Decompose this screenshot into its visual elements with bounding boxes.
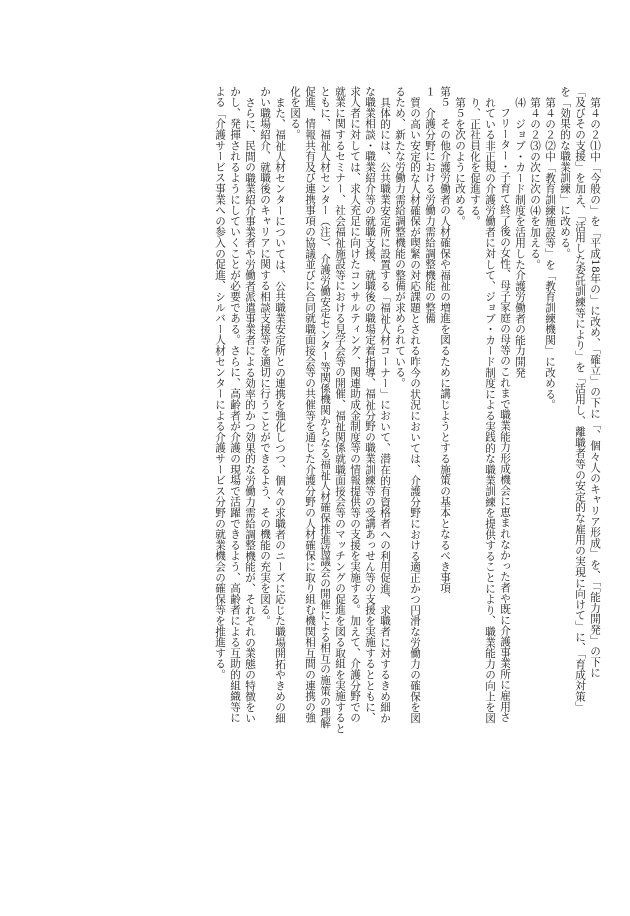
text-line: ともに、福祉人材センター（注）、介護労働安定センター等関係機関からなる福祉人材確保推進協議会の開催による相互の施策の理解 (319, 86, 331, 729)
text-line: かし、発揮されるようにしていくことが必要である。さらに、高齢者が介護の現場で活躍できるよう、高齢者による互助的組織等に (229, 86, 241, 724)
document-body (212, 0, 630, 880)
text-line: 第５を次のように改める。 (454, 96, 466, 227)
text-line: り、正社員化を促進する。 (469, 96, 481, 227)
text-line: 第４の２⑵中「教育訓練施設等」を「教育訓練機関」に改める。 (544, 96, 556, 410)
text-line: な職業相談・職業紹介等の就職支援、就職後の職場定着指導、福祉分野の職業訓練等の受講あっせん等の支援を実施するとともに、 (364, 86, 376, 724)
item-heading: １ 介護分野における労働力需給調整機能の整備 (424, 86, 436, 324)
text-line: かい職場紹介、就職後のキャリアに関する相談支援等を適切に行うことができるよう、その機能の充実を図る。 (259, 86, 271, 626)
subsection-heading: ⑷ ジョブ・カード制度を活用した介護労働者の能力開発 (514, 96, 526, 378)
text-line: 「及びその支援」を加え、「活用した委託訓練等により」を「活用し、離職者等の安定的な雇用の実現に向けて」に、「育成対策」 (574, 86, 586, 713)
text-line: 化を図る。 (289, 86, 301, 140)
text-line: 求人者に対しては、求人充足に向けたコンサルティング、関連助成金制度等の情報提供等の支援を実施する。加えて、介護分野での (349, 86, 361, 724)
text-line: 第４の２⑶の次に次の⑷を加える。 (529, 96, 541, 270)
text-line: れている非正規の介護労働者に対して、ジョブ・カード制度による実践的な職業訓練を提供することにより、職業能力の向上を図 (484, 96, 496, 723)
text-line: さらに、民間の職業紹介事業者や労働者派遣事業者による効率的かつ効果的な労働力需給調整機能が、それぞれの業態の特徴をい (244, 96, 256, 723)
text-line: 具体的には、公共職業安定所に設置する「福祉人材コーナー」において、潜在的有資格者への利用促進、求職者に対するきめ細か (379, 96, 391, 723)
text-line: 就業に関するセミナー、社会福祉施設等における見学会等の開催、福祉関係就職面接会等のマッチングの促進を図る取組を実施すると (334, 86, 346, 734)
text-line: フリーター・子育て終了後の女性、母子家庭の母等のこれまで職業能力形成機会に恵まれなかった者や既に介護事業所に雇用さ (499, 107, 511, 723)
text-line: るため、新たな労働力需給調整機能の整備が求められている。 (394, 86, 406, 389)
text-line: を「効果的な職業訓練」に改める。 (559, 86, 571, 259)
text-line: よる「介護サービス事業への参入の促進、シルバー人材センターによる介護サービス分野の就業機会の確保等を推進する。 (214, 86, 226, 680)
section-heading: 第５ その他介護労働者の人材確保や福祉の増進を図るために講じようとする施策の基本となるべき事項 (439, 86, 451, 594)
text-line: 第４の２⑴中「今般の」を「平成18年の」に改め、「確立」の下に「、個々人のキャリア形成」を、「「能力開発」の下に (589, 96, 601, 678)
text-line: 質の高い安定的な人材確保が喫緊の対応課題とされる昨今の状況においては、介護分野における適正かつ円滑な労働力の確保を図 (409, 96, 421, 723)
text-line: 促進、情報共有及び連携事項の協議並びに合同就職面接会等の共催等を通じた介護分野の人材確保に取り組む機関相互間の連携の強 (304, 86, 316, 724)
text-line: また、福祉人材センターについては、公共職業安定所との連携を強化しつつ、個々の求職者のニーズに応じた職場開拓やきめの細 (274, 96, 286, 723)
